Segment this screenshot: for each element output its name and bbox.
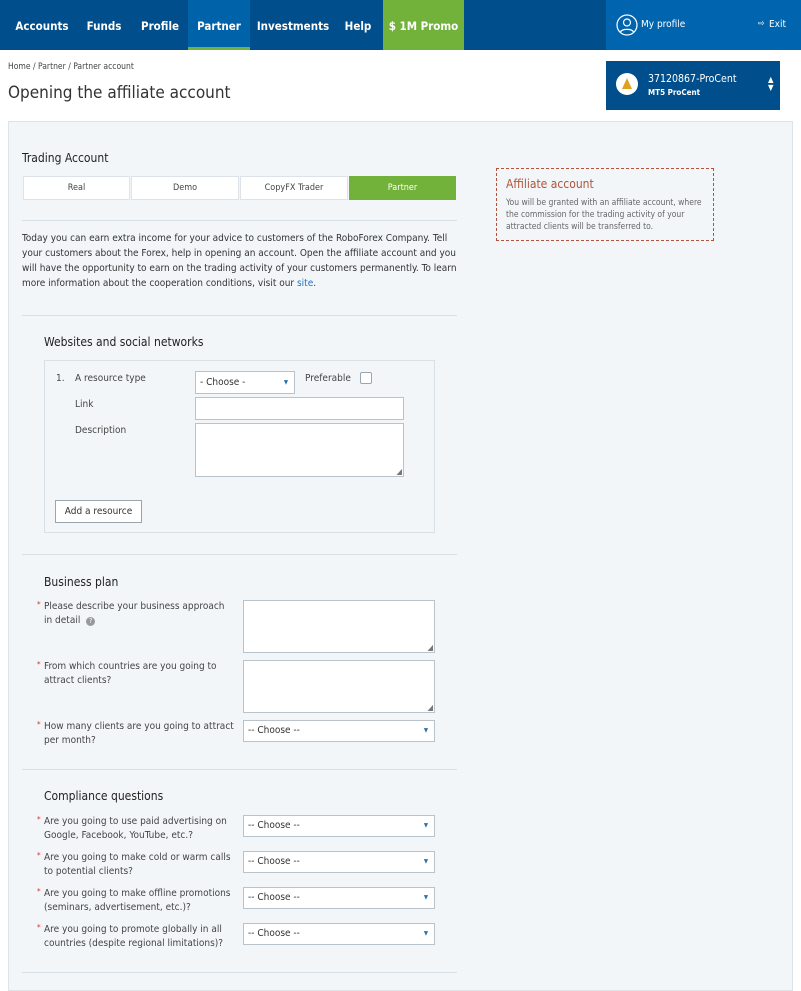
tab-demo[interactable]: Demo (131, 176, 239, 200)
global-select[interactable] (243, 923, 435, 945)
q-clients-per-month: * How many clients are you going to attract per month? (37, 720, 234, 746)
account-number: 37120867-ProCent (648, 73, 737, 85)
q-text: Are you going to use paid advertising on Google, Facebook, YouTube, etc.? (44, 816, 227, 841)
offline-select[interactable] (243, 887, 435, 909)
info-text: You will be granted with an affiliate account, where the commission for the trading activity of your attracted clients will be transferred to. (506, 198, 702, 232)
resource-type-select[interactable] (195, 371, 295, 394)
tab-real[interactable]: Real (23, 176, 130, 200)
q-business-approach: * Please describe your business approach in detail ? (37, 600, 225, 626)
resize-grip-icon: ◢ (396, 467, 402, 476)
user-icon[interactable] (616, 14, 638, 36)
preferable-checkbox[interactable] (360, 372, 372, 384)
select-value: -- Choose -- (248, 928, 300, 939)
calls-select[interactable] (243, 851, 435, 873)
link-label: Link (75, 399, 94, 410)
description-textarea[interactable] (195, 423, 404, 477)
select-value: -- Choose -- (248, 820, 300, 831)
divider (22, 315, 457, 316)
countries-textarea[interactable] (243, 660, 435, 713)
sort-arrows-icon: ▲ ▼ (768, 75, 774, 92)
intro-text (22, 231, 458, 291)
affiliate-info-box (496, 168, 714, 241)
info-title: Affiliate account (506, 177, 594, 191)
nav-partner[interactable]: Partner (188, 0, 250, 50)
preferable-label: Preferable (305, 373, 351, 384)
breadcrumb: Home / Partner / Partner account (8, 62, 134, 72)
business-approach-textarea[interactable] (243, 600, 435, 653)
q-calls: * Are you going to make cold or warm calls to potential clients? (37, 851, 231, 877)
site-link[interactable]: site (296, 278, 314, 289)
nav-accounts[interactable]: Accounts (15, 19, 69, 33)
chevron-down-icon: ▼ (423, 930, 428, 937)
q-countries: * From which countries are you going to attract clients? (37, 660, 217, 686)
intro-end: . (313, 278, 317, 289)
paid-ads-select[interactable] (243, 815, 435, 837)
nav-promo[interactable]: $ 1M Promo (383, 0, 464, 50)
page-title: Opening the affiliate account (8, 83, 231, 103)
chevron-down-icon: ▼ (423, 894, 428, 901)
profile-area (606, 0, 801, 50)
resource-type-label: A resource type (75, 373, 146, 384)
resource-type-value: - Choose - (200, 377, 246, 388)
nav-help[interactable]: Help (344, 19, 372, 33)
account-selector[interactable] (606, 61, 780, 110)
q-global: * Are you going to promote globally in all countries (despite regional limitations)? (37, 923, 224, 949)
resize-grip-icon: ◢ (427, 703, 433, 712)
q-paid-ads: * Are you going to use paid advertising on Google, Facebook, YouTube, etc.? (37, 815, 227, 841)
account-type: MT5 ProCent (648, 88, 701, 97)
intro-body: Today you can earn extra income for your advice to customers of the RoboForex Company. Tell your customers about the Forex, help in opening an account. Open the affiliate account and you will have the opportunity to earn on the trading activity of your customers permanently. To learn more information about the cooperation conditions, visit our (22, 233, 457, 289)
divider (22, 769, 457, 770)
select-value: -- Choose -- (248, 725, 300, 736)
q-text: From which countries are you going to attract clients? (44, 661, 217, 686)
exit-icon[interactable]: ⇨ (758, 19, 765, 29)
tab-copyfx[interactable]: CopyFX Trader (240, 176, 348, 200)
help-icon[interactable]: ? (86, 617, 95, 626)
chevron-down-icon: ▼ (423, 727, 428, 734)
chevron-down-icon: ▼ (283, 379, 288, 386)
add-resource-button[interactable]: Add a resource (55, 500, 142, 523)
tab-partner[interactable]: Partner (349, 176, 456, 200)
resize-grip-icon: ◢ (427, 643, 433, 652)
clients-per-month-select[interactable] (243, 720, 435, 742)
websites-heading: Websites and social networks (44, 335, 204, 349)
divider (22, 972, 457, 973)
select-value: -- Choose -- (248, 856, 300, 867)
business-heading: Business plan (44, 575, 119, 589)
chevron-down-icon: ▼ (423, 858, 428, 865)
trading-account-heading: Trading Account (22, 151, 109, 165)
divider (22, 220, 457, 221)
nav-funds[interactable]: Funds (86, 19, 122, 33)
q-text: Please describe your business approach in detail (44, 601, 225, 626)
my-profile-link[interactable]: My profile (641, 19, 686, 30)
q-text: Are you going to make cold or warm calls to potential clients? (44, 852, 231, 877)
q-text: Are you going to promote globally in all countries (despite regional limitations)? (44, 924, 224, 949)
compliance-heading: Compliance questions (44, 789, 164, 803)
divider (22, 554, 457, 555)
link-input[interactable] (195, 397, 404, 420)
chevron-down-icon: ▼ (423, 822, 428, 829)
nav-profile[interactable]: Profile (140, 19, 180, 33)
q-text: How many clients are you going to attract per month? (44, 721, 234, 746)
exit-link[interactable]: Exit (769, 19, 787, 30)
q-offline: * Are you going to make offline promotions (seminars, advertisement, etc.)? (37, 887, 231, 913)
nav-investments[interactable]: Investments (256, 19, 330, 33)
mt5-logo-icon (616, 73, 638, 95)
description-label: Description (75, 425, 127, 436)
q-text: Are you going to make offline promotions (seminars, advertisement, etc.)? (44, 888, 231, 913)
select-value: -- Choose -- (248, 892, 300, 903)
resource-index: 1. (56, 373, 65, 384)
